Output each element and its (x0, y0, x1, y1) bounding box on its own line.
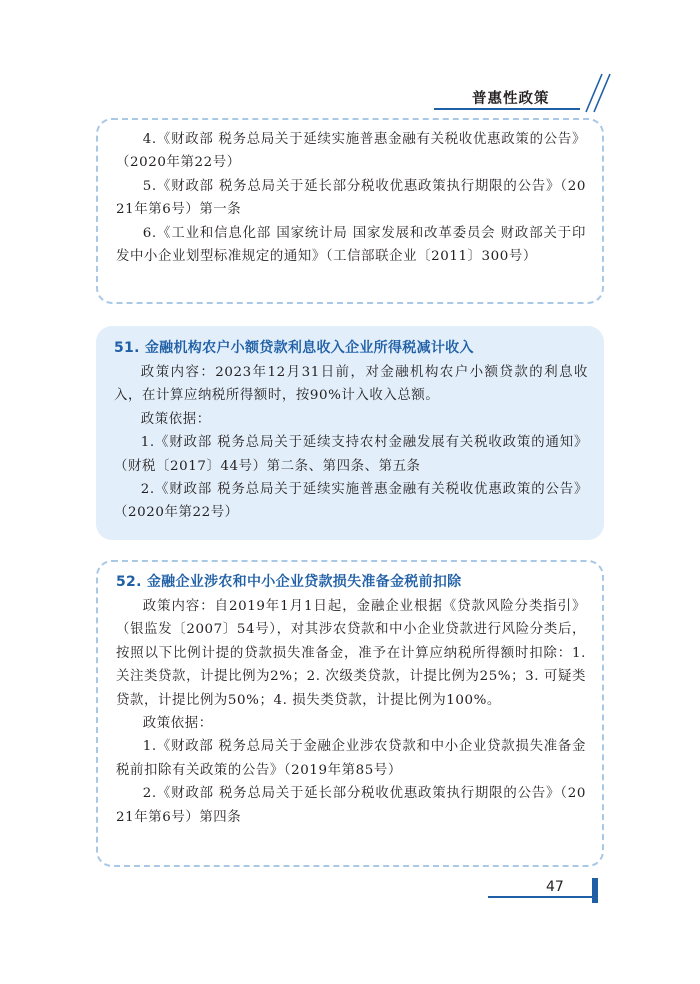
basis-item: 6.《工业和信息化部 国家统计局 国家发展和改革委员会 财政部关于印发中小企业划型标准规定的通知》（工信部联企业〔2011〕300号） (116, 225, 586, 265)
policy-basis-label: 政策依据： (142, 716, 213, 732)
policy-title: 52. 金融企业涉农和中小企业贷款损失准备金税前扣除 (116, 574, 462, 590)
header-rule (434, 108, 580, 110)
basis-item: 2.《财政部 税务总局关于延长部分税收优惠政策执行期限的公告》（2021年第6号）第四条 (116, 786, 586, 825)
policy-52-box (96, 560, 604, 867)
page-number: 47 (546, 879, 564, 895)
basis-item: 2.《财政部 税务总局关于延续实施普惠金融有关税收优惠政策的公告》（2020年第22号） (114, 482, 588, 521)
policy-title: 51. 金融机构农户小额贷款利息收入企业所得税减计收入 (114, 340, 474, 356)
basis-item: 4.《财政部 税务总局关于延续实施普惠金融有关税收优惠政策的公告》（2020年第22号） (116, 132, 586, 171)
footer-rule (488, 896, 592, 898)
basis-item: 5.《财政部 税务总局关于延长部分税收优惠政策执行期限的公告》（2021年第6号）第一条 (116, 178, 586, 218)
basis-item: 1.《财政部 税务总局关于延续支持农村金融发展有关税收政策的通知》（财税〔2017〕44号）第二条、第四条、第五条 (114, 435, 588, 474)
policy-basis-continued-box (96, 118, 604, 304)
policy-basis-label: 政策依据： (140, 411, 211, 427)
policy-51-box (96, 326, 604, 540)
policy-content: 政策内容：自2019年1月1日起，金融企业根据《贷款风险分类指引》（银监发〔2007〕54号），对其涉农贷款和中小企业贷款进行风险分类后，按照以下比例计提的贷款损失准备金，准予在计算应纳税所得额时扣除：1. 关注类贷款，计提比例为2%；2. 次级类贷款，计提比例为25%；3. 可疑类贷款，计提比例为50%；4. 损失类贷款，计提比例为100%。 (116, 599, 586, 708)
footer-bar-decoration (592, 878, 598, 903)
policy-content: 政策内容：2023年12月31日前，对金融机构农户小额贷款的利息收入，在计算应纳税所得额时，按90%计入收入总额。 (114, 365, 588, 404)
basis-item: 1.《财政部 税务总局关于金融企业涉农贷款和中小企业贷款损失准备金税前扣除有关政策的公告》（2019年第85号） (116, 739, 586, 778)
section-title: 普惠性政策 (472, 91, 550, 107)
